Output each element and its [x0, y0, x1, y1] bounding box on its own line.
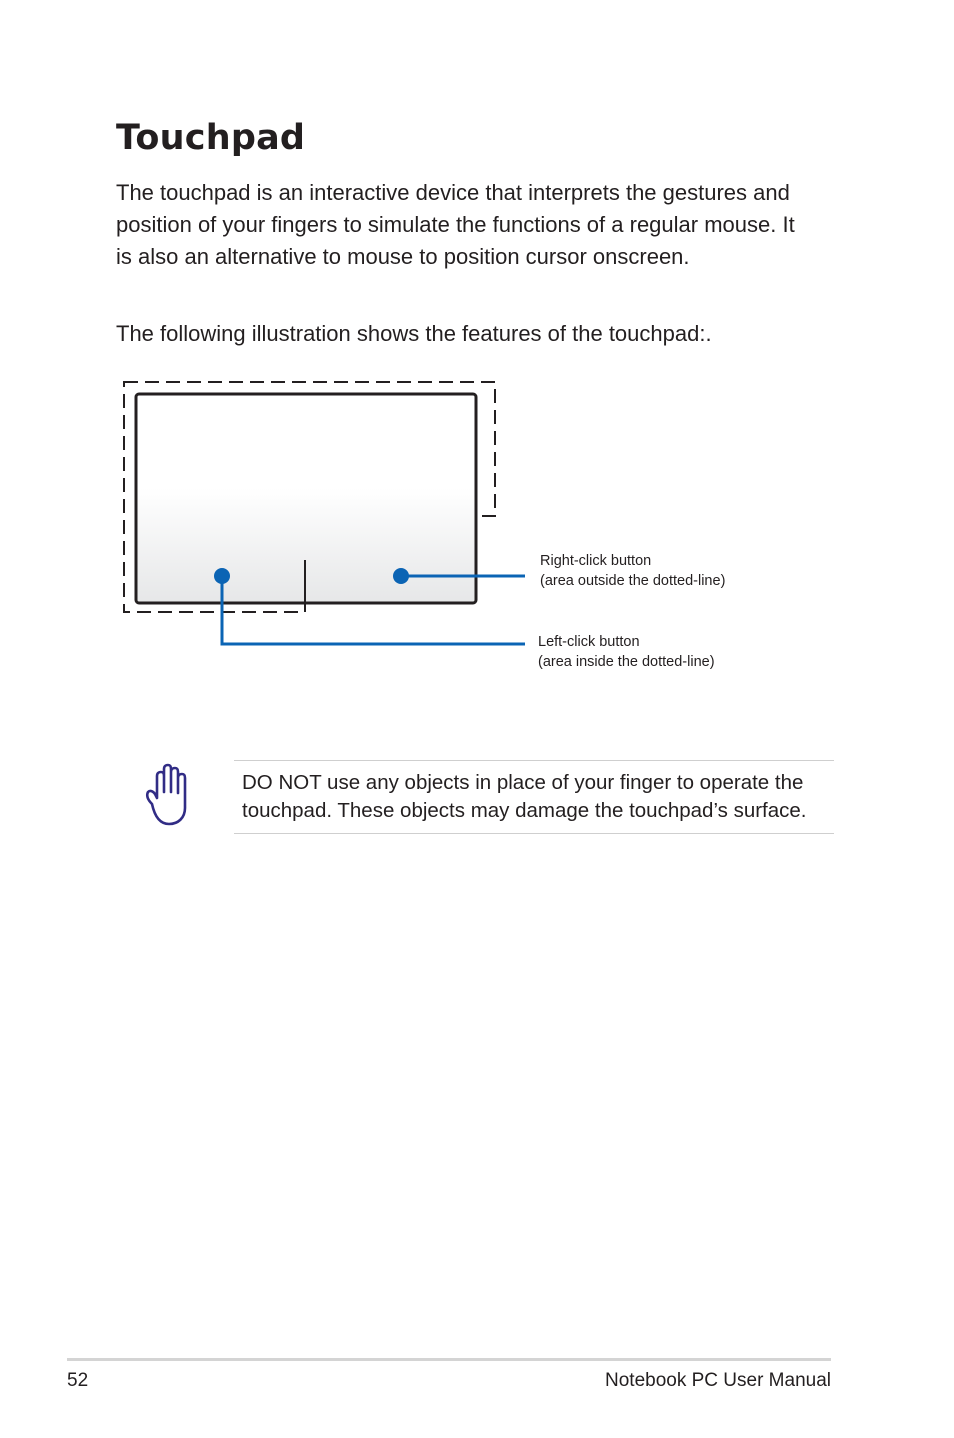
left-click-label-title: Left-click button — [538, 634, 640, 650]
page-title: Touchpad — [116, 118, 306, 158]
illustration-lead-text: The following illustration shows the features of the touchpad:. — [116, 321, 712, 346]
warning-note-text: DO NOT use any objects in place of your finger to operate the touchpad. These objects may damage the touchpad’s surface. — [242, 771, 807, 822]
right-click-label — [540, 551, 725, 591]
footer-divider — [67, 1358, 831, 1361]
intro-paragraph: The touchpad is an interactive device that interprets the gestures and position of your fingers to simulate the functions of a regular mouse. It is also an alternative to mouse to position cursor onscreen. — [116, 180, 795, 269]
right-click-label-desc: (area outside the dotted-line) — [540, 573, 726, 589]
right-click-label-title: Right-click button — [540, 553, 652, 569]
hand-stop-icon — [142, 760, 194, 830]
left-click-label-desc: (area inside the dotted-line) — [538, 654, 715, 670]
page-number: 52 — [67, 1370, 89, 1391]
warning-note — [234, 760, 834, 834]
manual-title: Notebook PC User Manual — [605, 1370, 831, 1391]
left-click-label — [538, 632, 715, 672]
